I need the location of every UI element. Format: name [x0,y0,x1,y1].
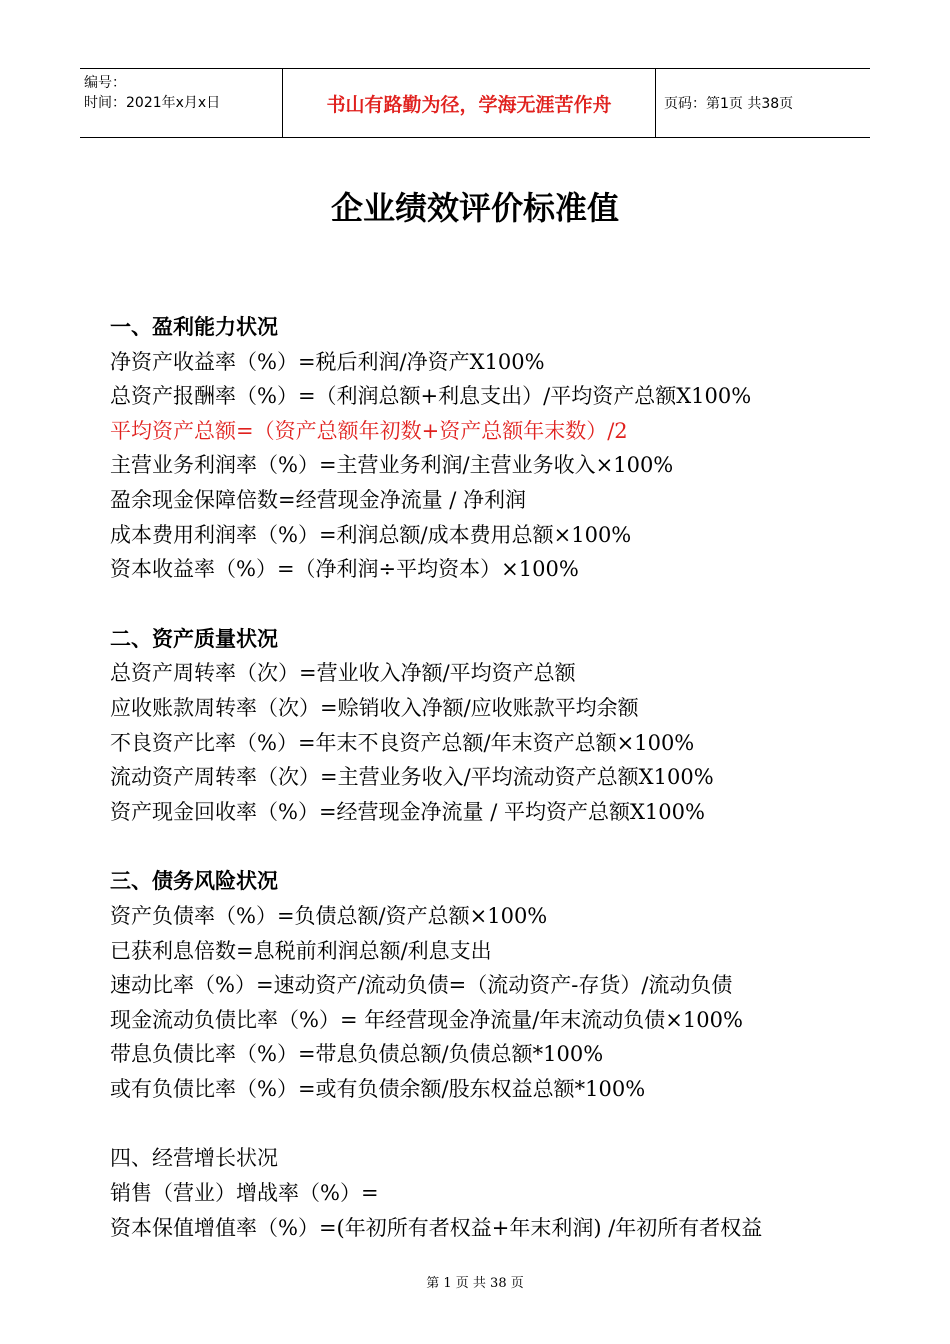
formula-line: 盈余现金保障倍数=经营现金净流量 / 净利润 [110,487,527,512]
formula-line: 或有负债比率（%）=或有负债余额/股东权益总额*100% [110,1076,646,1101]
formula-line: 资本保值增值率（%）=(年初所有者权益+年末利润) /年初所有者权益 [110,1215,763,1240]
document-header [80,68,870,138]
page-info: 页码：第1页 共38页 [664,96,794,112]
page-title: 企业绩效评价标准值 [330,189,619,227]
formula-line: 已获利息倍数=息税前利润总额/利息支出 [110,938,492,963]
document-body [110,310,890,1245]
formula-line: 总资产周转率（次）=营业收入净额/平均资产总额 [110,661,576,686]
formula-line: 资产负债率（%）=负债总额/资产总额×100% [110,903,548,928]
section-heading: 三、债务风险状况 [110,869,278,894]
motto: 书山有路勤为径，学海无涯苦作舟 [282,69,656,137]
page-footer: 第 1 页 共 38 页 [426,1276,524,1291]
time-label: 时间：2021年x月x日 [84,95,221,111]
formula-line: 成本费用利润率（%）=利润总额/成本费用总额×100% [110,522,632,547]
header-left-cell [80,69,282,137]
formula-line: 净资产收益率（%）=税后利润/净资产X100% [110,349,545,374]
formula-line: 带息负债比率（%）=带息负债总额/负债总额*100% [110,1042,604,1067]
number-label: 编号： [84,75,126,91]
section-heading: 二、资产质量状况 [110,626,278,651]
formula-line: 应收账款周转率（次）=赊销收入净额/应收账款平均余额 [110,695,639,720]
formula-line: 总资产报酬率（%）=（利润总额+利息支出）/平均资产总额X100% [110,384,752,409]
formula-line: 现金流动负债比率（%）= 年经营现金净流量/年末流动负债×100% [110,1007,743,1032]
formula-line: 不良资产比率（%）=年末不良资产总额/年末资产总额×100% [110,730,695,755]
formula-line: 主营业务利润率（%）=主营业务利润/主营业务收入×100% [110,453,674,478]
formula-line: 流动资产周转率（次）=主营业务收入/平均流动资产总额X100% [110,765,714,790]
formula-line: 资产现金回收率（%）=经营现金净流量 / 平均资产总额X100% [110,799,705,824]
formula-line: 速动比率（%）=速动资产/流动负债=（流动资产-存货）/流动负债 [110,973,733,998]
formula-line: 资本收益率（%）=（净利润÷平均资本）×100% [110,557,579,582]
formula-line-highlighted: 平均资产总额=（资产总额年初数+资产总额年末数）/2 [110,418,628,443]
formula-line: 销售（营业）增战率（%）= [110,1181,379,1206]
section-heading: 一、盈利能力状况 [110,315,278,339]
section-heading: 四、经营增长状况 [110,1146,278,1171]
